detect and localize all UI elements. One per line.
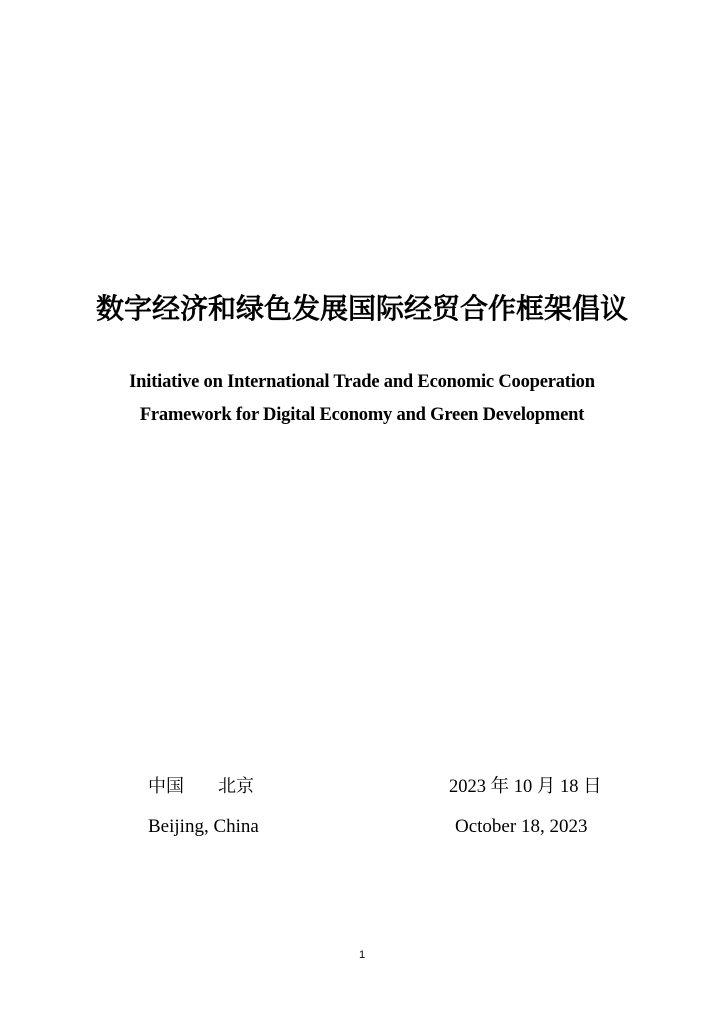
date-chinese: 2023 年 10 月 18 日 [449, 777, 602, 797]
document-title-english-line-1: Initiative on International Trade and Economic Cooperation [129, 372, 595, 392]
document-title-chinese: 数字经济和绿色发展国际经贸合作框架倡议 [95, 292, 628, 325]
location-chinese-city: 北京 [218, 776, 254, 797]
date-english: October 18, 2023 [455, 816, 588, 837]
location-english: Beijing, China [148, 816, 259, 837]
page-number: 1 [358, 949, 366, 961]
location-chinese-country: 中国 [148, 776, 184, 797]
document-title-english-line-2: Framework for Digital Economy and Green Development [139, 405, 585, 425]
